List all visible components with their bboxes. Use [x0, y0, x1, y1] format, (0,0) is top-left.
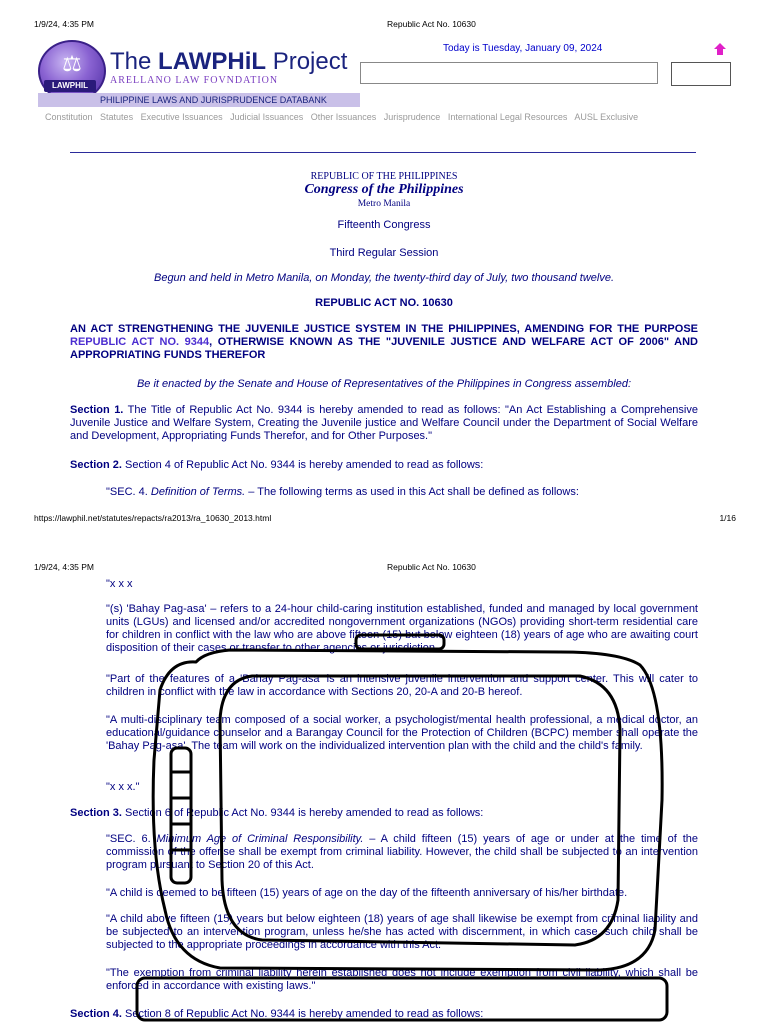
- main-nav: [45, 112, 643, 122]
- search-button[interactable]: [671, 62, 731, 86]
- print-datetime: 1/9/24, 4:35 PM: [34, 19, 95, 29]
- section-3: Section 3. Section 6 of Republic Act No. 9344 is hereby amended to read as follows:: [70, 807, 484, 819]
- nav-executive-issuances[interactable]: Executive Issuances: [140, 112, 223, 122]
- databank-banner: PHILIPPINE LAWS AND JURISPRUDENCE DATABANK: [38, 93, 360, 107]
- lawphil-seal-icon: ⚖ LAWPHIL: [38, 40, 106, 102]
- doc-ra-title: REPUBLIC ACT NO. 10630: [315, 297, 453, 309]
- section-2: Section 2. Section 4 of Republic Act No. 9344 is hereby amended to read as follows:: [70, 459, 484, 471]
- doc-congress-number: Fifteenth Congress: [337, 219, 431, 231]
- bahay-pag-asa-def: "(s) 'Bahay Pag-asa' – refers to a 24-hour child-caring institution established, funded and managed by local government units (LGUs) and licensed and/or accredited nongovernment organizations (NGOs) providing short-term residential care for children in conflict with the law who are above fifteen (15) but below eighteen (18) years of age who are awaiting court disposition of their cases or transfer to other agencies or jurisdiction.: [106, 603, 698, 654]
- enacting-clause: Be it enacted by the Senate and House of Representatives of the Philippines in Congress assembled:: [136, 378, 632, 390]
- print-datetime-2: 1/9/24, 4:35 PM: [34, 562, 95, 572]
- doc-metro: Metro Manila: [357, 199, 411, 209]
- doc-begun: Begun and held in Metro Manila, on Monday, the twenty-third day of July, two thousand twelve.: [153, 272, 615, 284]
- section-1: Section 1. The Title of Republic Act No. 9344 is hereby amended to read as follows: "An Act Establishing a Comprehensive Juvenile Justice and Welfare System, Creating the Juvenile justice and Welfare Council under the Department of Social Welfare and Development, Appropriating Funds Therefor, and for Other Purposes.": [70, 404, 698, 442]
- doc-republic: REPUBLIC OF THE PHILIPPINES: [310, 171, 458, 182]
- print-doc-title: Republic Act No. 10630: [387, 19, 476, 29]
- sec-4-intro: "SEC. 4. Definition of Terms. – The following terms as used in this Act shall be defined as follows:: [106, 486, 579, 498]
- nav-judicial-issuances[interactable]: Judicial Issuances: [230, 112, 304, 122]
- multidisciplinary-team: "A multi-disciplinary team composed of a social worker, a psychologist/mental health professional, a medical doctor, an educational/guidance counselor and a Barangay Council for the Protection of Children (BCPC) member shall operate the 'Bahay Pag-asa'. The team will work on the individualized intervention plan with the child and the child's family.: [106, 714, 698, 752]
- home-icon[interactable]: [713, 42, 727, 56]
- sec-6: "SEC. 6. Minimum Age of Criminal Responsibility. – A child fifteen (15) years of age or under at the time of the commission of the offense shall be exempt from criminal liability. However, the child shall be subjected to an intervention program pursuant to Section 20 of this Act.: [106, 833, 698, 871]
- search-input[interactable]: [360, 62, 658, 84]
- today-date: Today is Tuesday, January 09, 2024: [443, 43, 603, 54]
- nav-jurisprudence[interactable]: Jurisprudence: [383, 112, 441, 122]
- ra-9344-link[interactable]: REPUBLIC ACT NO. 9344: [70, 336, 210, 348]
- xxx-2: "x x x.": [106, 781, 140, 793]
- nav-other-issuances[interactable]: Other Issuances: [310, 112, 377, 122]
- logo-ribbon: LAWPHIL: [44, 80, 96, 92]
- nav-constitution[interactable]: Constitution: [45, 112, 93, 122]
- nav-ausl-exclusive[interactable]: AUSL Exclusive: [574, 112, 639, 122]
- print-page-number: 1/16: [719, 513, 736, 523]
- divider: [70, 152, 696, 153]
- act-title: AN ACT STRENGTHENING THE JUVENILE JUSTICE SYSTEM IN THE PHILIPPINES, AMENDING FOR THE PURPOSE REPUBLIC ACT NO. 9344, OTHERWISE KNOWN AS THE "JUVENILE JUSTICE AND WELFARE ACT OF 2006" AND APPROPRIATING FUNDS THEREFOR: [70, 323, 698, 361]
- site-subtitle: ARELLANO LAW FOVNDATION: [110, 75, 279, 86]
- deemed-age: "A child is deemed to be fifteen (15) years of age on the day of the fifteenth anniversary of his/her birthdate.: [106, 887, 628, 899]
- doc-session: Third Regular Session: [329, 247, 439, 259]
- doc-congress: Congress of the Philippines: [304, 182, 464, 197]
- above-fifteen: "A child above fifteen (15) years but below eighteen (18) years of age shall likewise be exempt from criminal liability and be subjected to an intervention program, unless he/she has acted with discernment, in which case, such child shall be subjected to the appropriate proceedings in accordance with this Act.: [106, 913, 698, 951]
- print-url: https://lawphil.net/statutes/repacts/ra2013/ra_10630_2013.html: [34, 513, 272, 523]
- xxx-1: "x x x: [106, 578, 133, 590]
- print-doc-title-2: Republic Act No. 10630: [387, 562, 476, 572]
- lawphil-logo[interactable]: [38, 38, 360, 108]
- section-4: Section 4. Section 8 of Republic Act No. 9344 is hereby amended to read as follows:: [70, 1008, 484, 1020]
- civil-liability: "The exemption from criminal liability herein established does not include exemption from civil liability, which shall be enforced in accordance with existing laws.": [106, 967, 698, 992]
- nav-international-legal-resources[interactable]: International Legal Resources: [447, 112, 568, 122]
- bahay-features: "Part of the features of a 'Bahay Pag-asa' is an intensive juvenile intervention and support center. This will cater to children in conflict with the law in accordance with Sections 20, 20-A and 20-B hereof.: [106, 673, 698, 698]
- nav-statutes[interactable]: Statutes: [100, 112, 134, 122]
- site-title: The LAWPHiL Project: [110, 48, 348, 75]
